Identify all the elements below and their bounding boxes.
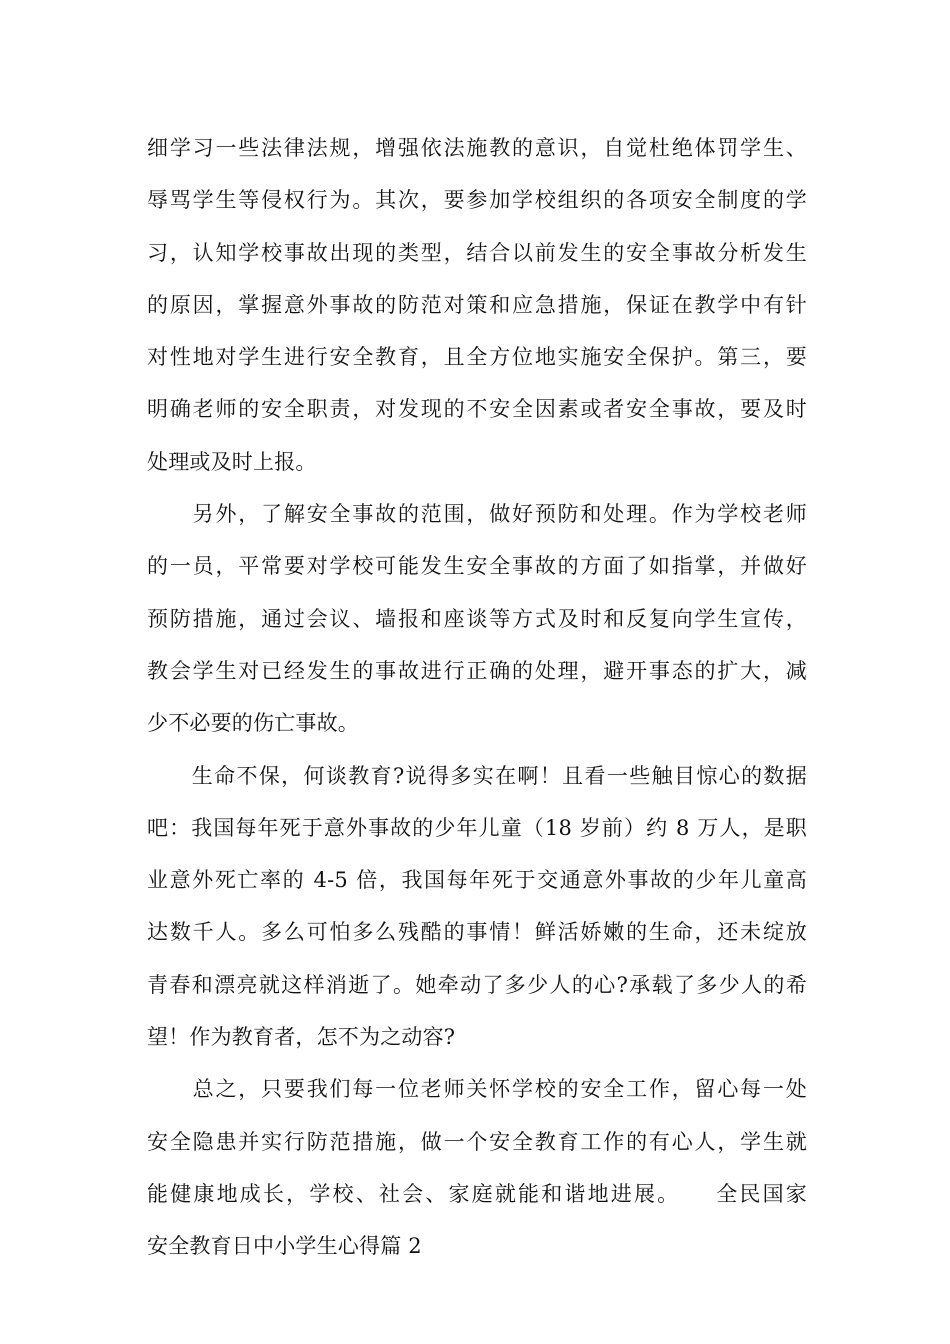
text-line: 能健康地成长，学校、社会、家庭就能和谐地进展。 全民国家: [147, 1181, 807, 1206]
text-line: 望！作为教育者，怎不为之动容?: [147, 1025, 456, 1050]
text-line: 生命不保，何谈教育?说得多实在啊！且看一些触目惊心的数据: [147, 763, 807, 788]
text-line: 业意外死亡率的 4-5 倍，我国每年死于交通意外事故的少年儿童高: [147, 868, 807, 893]
text-line: 的原因，掌握意外事故的防范对策和应急措施，保证在教学中有针: [147, 292, 807, 317]
text-line: 明确老师的安全职责，对发现的不安全因素或者安全事故，要及时: [147, 397, 807, 422]
text-line: 预防措施，通过会议、墙报和座谈等方式及时和反复向学生宣传，: [147, 606, 807, 631]
text-line: 习，认知学校事故出现的类型，结合以前发生的安全事故分析发生: [147, 240, 807, 265]
text-line: 的一员，平常要对学校可能发生安全事故的方面了如指掌，并做好: [147, 554, 807, 579]
text-line: 细学习一些法律法规，增强依法施教的意识，自觉杜绝体罚学生、: [147, 136, 807, 160]
text-line: 达数千人。多么可怕多么残酷的事情！鲜活娇嫩的生命，还未绽放: [147, 920, 807, 945]
text-line: 教会学生对已经发生的事故进行正确的处理，避开事态的扩大，减: [147, 658, 807, 683]
text-line: 安全隐患并实行防范措施，做一个安全教育工作的有心人，学生就: [147, 1129, 807, 1154]
text-line: 总之，只要我们每一位老师关怀学校的安全工作，留心每一处: [147, 1077, 807, 1102]
text-line: 处理或及时上报。: [147, 449, 317, 474]
body-text: [147, 122, 807, 1273]
text-line: 对性地对学生进行安全教育，且全方位地实施安全保护。第三，要: [147, 345, 807, 370]
text-line: 青春和漂亮就这样消逝了。她牵动了多少人的心?承载了多少人的希: [147, 972, 807, 997]
section-heading: 安全教育日中小学生心得篇 2: [147, 1234, 422, 1259]
text-line: 辱骂学生等侵权行为。其次，要参加学校组织的各项安全制度的学: [147, 188, 807, 213]
text-line: 吧：我国每年死于意外事故的少年儿童（18 岁前）约 8 万人，是职: [147, 815, 807, 840]
text-line: 少不必要的伤亡事故。: [147, 711, 359, 736]
text-line: 另外，了解安全事故的范围，做好预防和处理。作为学校老师: [147, 502, 807, 527]
